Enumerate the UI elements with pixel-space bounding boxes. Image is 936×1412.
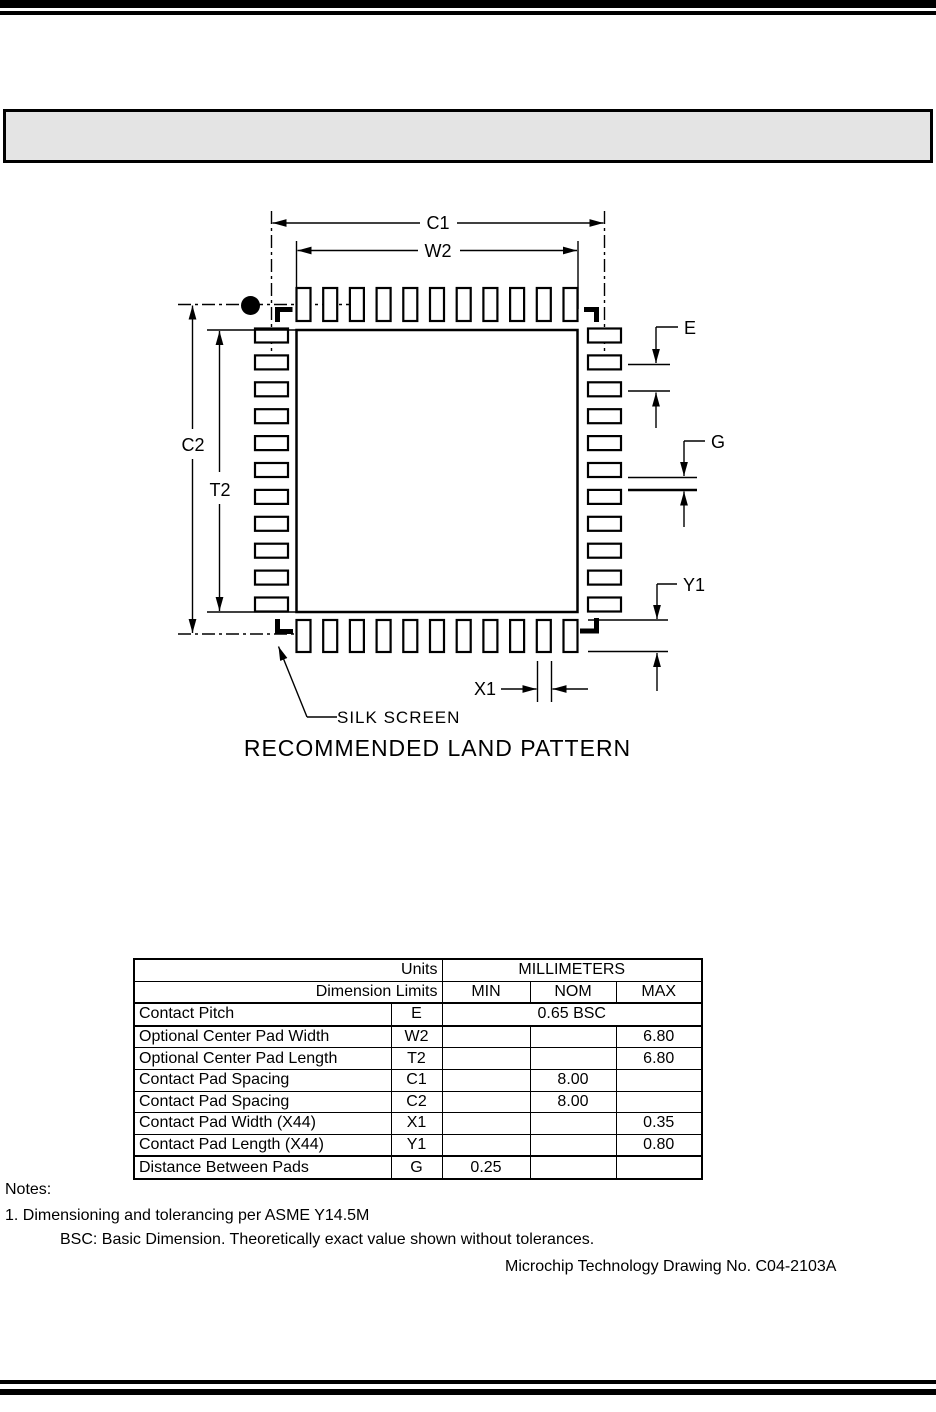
dim-g [628,441,705,527]
land-pad [403,620,417,652]
land-pad [457,620,471,652]
dim-label-c2: C2 [181,435,205,455]
dim-label-t2: T2 [209,480,231,500]
land-pad [564,288,578,321]
bottom-thin-rule [0,1380,936,1384]
land-pad [457,288,471,321]
table-row: Contact Pad Spacing C1 8.00 [134,1069,702,1091]
land-pad [297,620,311,652]
land-pad [510,288,524,321]
land-pad [255,571,288,585]
col-header-max: MAX [616,981,702,1003]
land-pad [255,517,288,531]
land-pad [537,620,551,652]
table-row: Distance Between Pads G 0.25 [134,1156,702,1179]
table-row: Contact Pad Width (X44) X1 0.35 [134,1113,702,1135]
land-pad [588,409,621,423]
land-pad [323,288,337,321]
land-pad [255,544,288,558]
pin1-indicator-dot [241,296,260,315]
dim-label-c1: C1 [426,213,450,233]
note-1-sub: BSC: Basic Dimension. Theoretically exact value shown without tolerances. [60,1231,595,1248]
land-pad [588,571,621,585]
land-pad [350,620,364,652]
land-pad [350,288,364,321]
drawing-caption: RECOMMENDED LAND PATTERN [243,735,632,761]
table-row: Contact Pad Spacing C2 8.00 [134,1091,702,1113]
land-pad [588,463,621,477]
land-pad [588,490,621,504]
land-pad [483,288,497,321]
drawing-number-reference: Microchip Technology Drawing No. C04-2103A [505,1258,837,1275]
dim-label-g: G [711,432,726,452]
land-pad [588,544,621,558]
land-pad [403,288,417,321]
dim-label-x1: X1 [473,679,496,699]
dim-label-e: E [684,318,697,338]
table-row: Optional Center Pad Length T2 6.80 [134,1048,702,1070]
units-label: Units [134,959,442,981]
land-pad [255,355,288,369]
land-pad [255,409,288,423]
land-pad [537,288,551,321]
land-pad [483,620,497,652]
land-pad [588,329,621,343]
land-pad [377,288,391,321]
land-pad [430,288,444,321]
table-row: Contact Pitch E 0.65 BSC [134,1003,702,1026]
land-pad [430,620,444,652]
land-pad [255,490,288,504]
dim-label-y1: Y1 [683,575,706,595]
land-pad [255,598,288,612]
land-pad [297,288,311,321]
land-pad [255,463,288,477]
dimension-limits-label: Dimension Limits [134,981,442,1003]
land-pad [564,620,578,652]
dim-x1 [501,661,588,702]
dimension-table [133,958,703,1180]
dim-label-w2: W2 [424,241,452,261]
land-pad [588,382,621,396]
col-header-nom: NOM [530,981,616,1003]
land-pad [510,620,524,652]
land-pad [588,517,621,531]
land-pad [255,382,288,396]
units-value: MILLIMETERS [442,959,702,981]
center-pad-outline [297,330,578,612]
table-row-limits [134,981,702,1003]
table-row: Contact Pad Length (X44) Y1 0.80 [134,1134,702,1156]
bottom-thick-rule [0,1389,936,1395]
land-pad [588,355,621,369]
table-row-units [134,959,702,981]
notes-heading: Notes: [5,1181,52,1198]
silkscreen-label: SILK SCREEN [337,708,461,727]
land-pad [588,598,621,612]
table-row: Optional Center Pad Width W2 6.80 [134,1026,702,1048]
note-1: 1. Dimensioning and tolerancing per ASME Y14.5M [5,1207,370,1224]
land-pad [255,436,288,450]
silkscreen-leader [279,647,338,718]
dim-e [628,327,678,428]
land-pad [377,620,391,652]
col-header-min: MIN [442,981,530,1003]
land-pad [323,620,337,652]
land-pad [588,436,621,450]
